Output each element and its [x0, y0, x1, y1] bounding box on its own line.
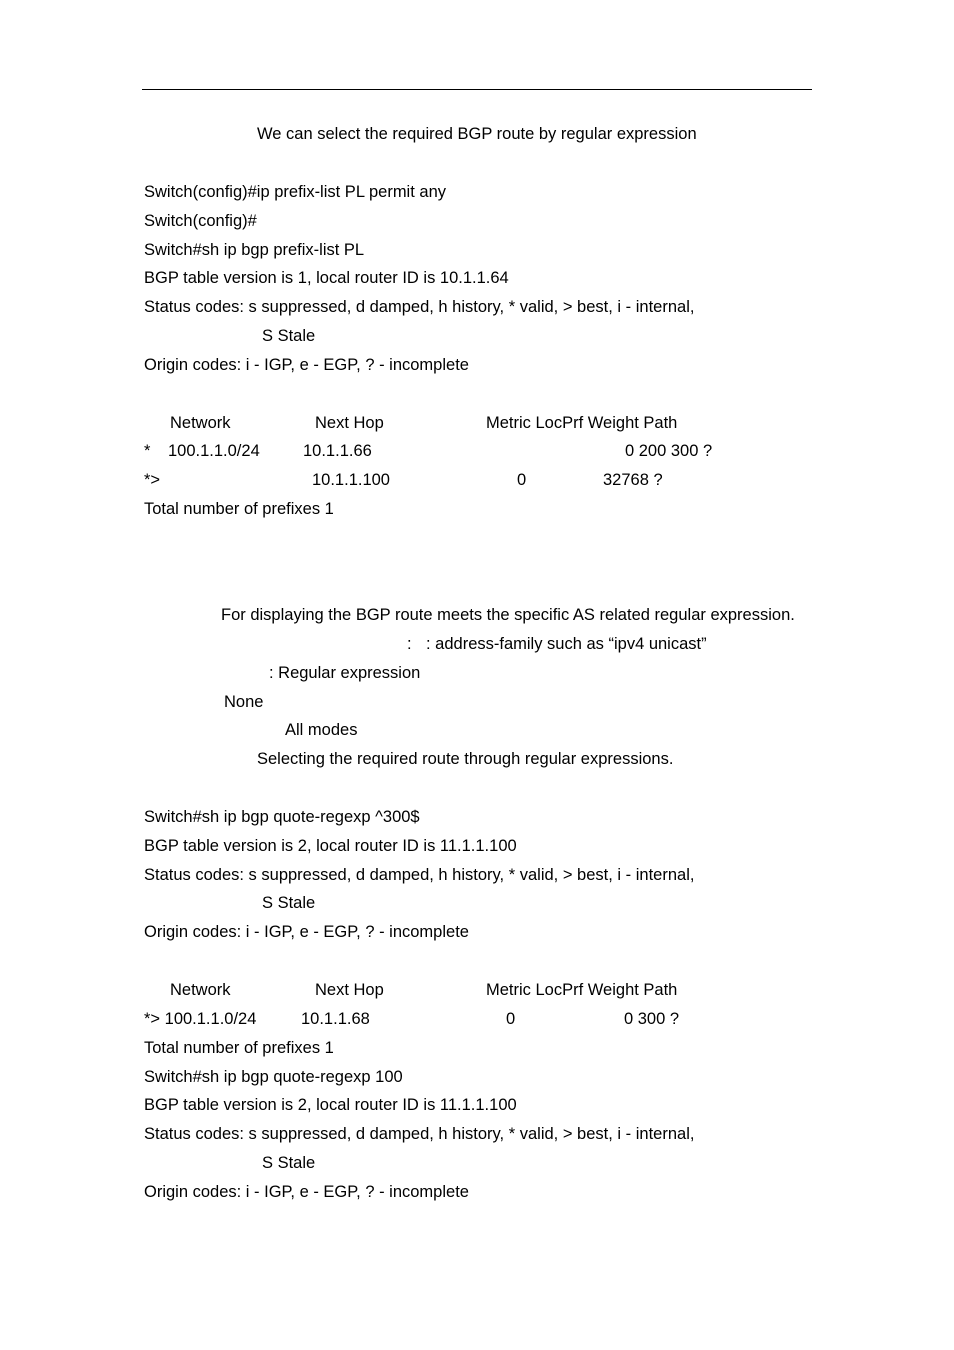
- bgp-table-version: BGP table version is 2, local router ID is 11.1.1.100: [144, 837, 517, 855]
- route-status: *>: [144, 471, 161, 489]
- command-default: None: [224, 693, 264, 711]
- route-status: *: [144, 442, 151, 460]
- origin-codes: Origin codes: i - IGP, e - EGP, ? - incomplete: [144, 923, 469, 941]
- route-path: 0 300 ?: [624, 1010, 680, 1028]
- status-codes: Status codes: s suppressed, d damped, h history, * valid, > best, i - internal,: [144, 866, 695, 884]
- total-prefixes: Total number of prefixes 1: [144, 500, 334, 518]
- column-header-metrics: Metric LocPrf Weight Path: [486, 981, 678, 999]
- column-header-next-hop: Next Hop: [315, 414, 384, 432]
- cli-line: Switch#sh ip bgp quote-regexp ^300$: [144, 808, 420, 826]
- origin-codes: Origin codes: i - IGP, e - EGP, ? - incomplete: [144, 356, 469, 374]
- bgp-table-version: BGP table version is 2, local router ID is 11.1.1.100: [144, 1096, 517, 1114]
- bgp-table-version: BGP table version is 1, local router ID is 10.1.1.64: [144, 269, 509, 287]
- intro-text: We can select the required BGP route by regular expression: [257, 125, 697, 143]
- status-codes: Status codes: s suppressed, d damped, h history, * valid, > best, i - internal,: [144, 298, 695, 316]
- parameter-regex: : Regular expression: [269, 664, 421, 682]
- status-codes: Status codes: s suppressed, d damped, h history, * valid, > best, i - internal,: [144, 1125, 695, 1143]
- origin-codes: Origin codes: i - IGP, e - EGP, ? - incomplete: [144, 1183, 469, 1201]
- status-codes-continued: S Stale: [262, 327, 316, 345]
- cli-line: Switch(config)#: [144, 212, 257, 230]
- total-prefixes: Total number of prefixes 1: [144, 1039, 334, 1057]
- parameter-address-family: : address-family such as “ipv4 unicast”: [426, 635, 707, 653]
- column-header-metrics: Metric LocPrf Weight Path: [486, 414, 678, 432]
- route-metric: 0: [517, 471, 527, 489]
- header-rule: [142, 89, 812, 90]
- route-metric: 0: [506, 1010, 516, 1028]
- route-network: *> 100.1.1.0/24: [144, 1010, 257, 1028]
- status-codes-continued: S Stale: [262, 1154, 316, 1172]
- command-mode: All modes: [285, 721, 358, 739]
- route-path: 0 200 300 ?: [625, 442, 713, 460]
- column-header-network: Network: [170, 414, 231, 432]
- column-header-network: Network: [170, 981, 231, 999]
- cli-line: Switch(config)#ip prefix-list PL permit any: [144, 183, 446, 201]
- cli-line: Switch#sh ip bgp prefix-list PL: [144, 241, 365, 259]
- parameter-colon: :: [407, 635, 412, 653]
- cli-line: Switch#sh ip bgp quote-regexp 100: [144, 1068, 403, 1086]
- command-usage: Selecting the required route through regular expressions.: [257, 750, 674, 768]
- route-next-hop: 10.1.1.66: [303, 442, 372, 460]
- route-network: 100.1.1.0/24: [168, 442, 260, 460]
- route-next-hop: 10.1.1.68: [301, 1010, 370, 1028]
- status-codes-continued: S Stale: [262, 894, 316, 912]
- route-next-hop: 10.1.1.100: [312, 471, 390, 489]
- command-function: For displaying the BGP route meets the specific AS related regular expression.: [221, 606, 795, 624]
- column-header-next-hop: Next Hop: [315, 981, 384, 999]
- route-weight-path: 32768 ?: [603, 471, 663, 489]
